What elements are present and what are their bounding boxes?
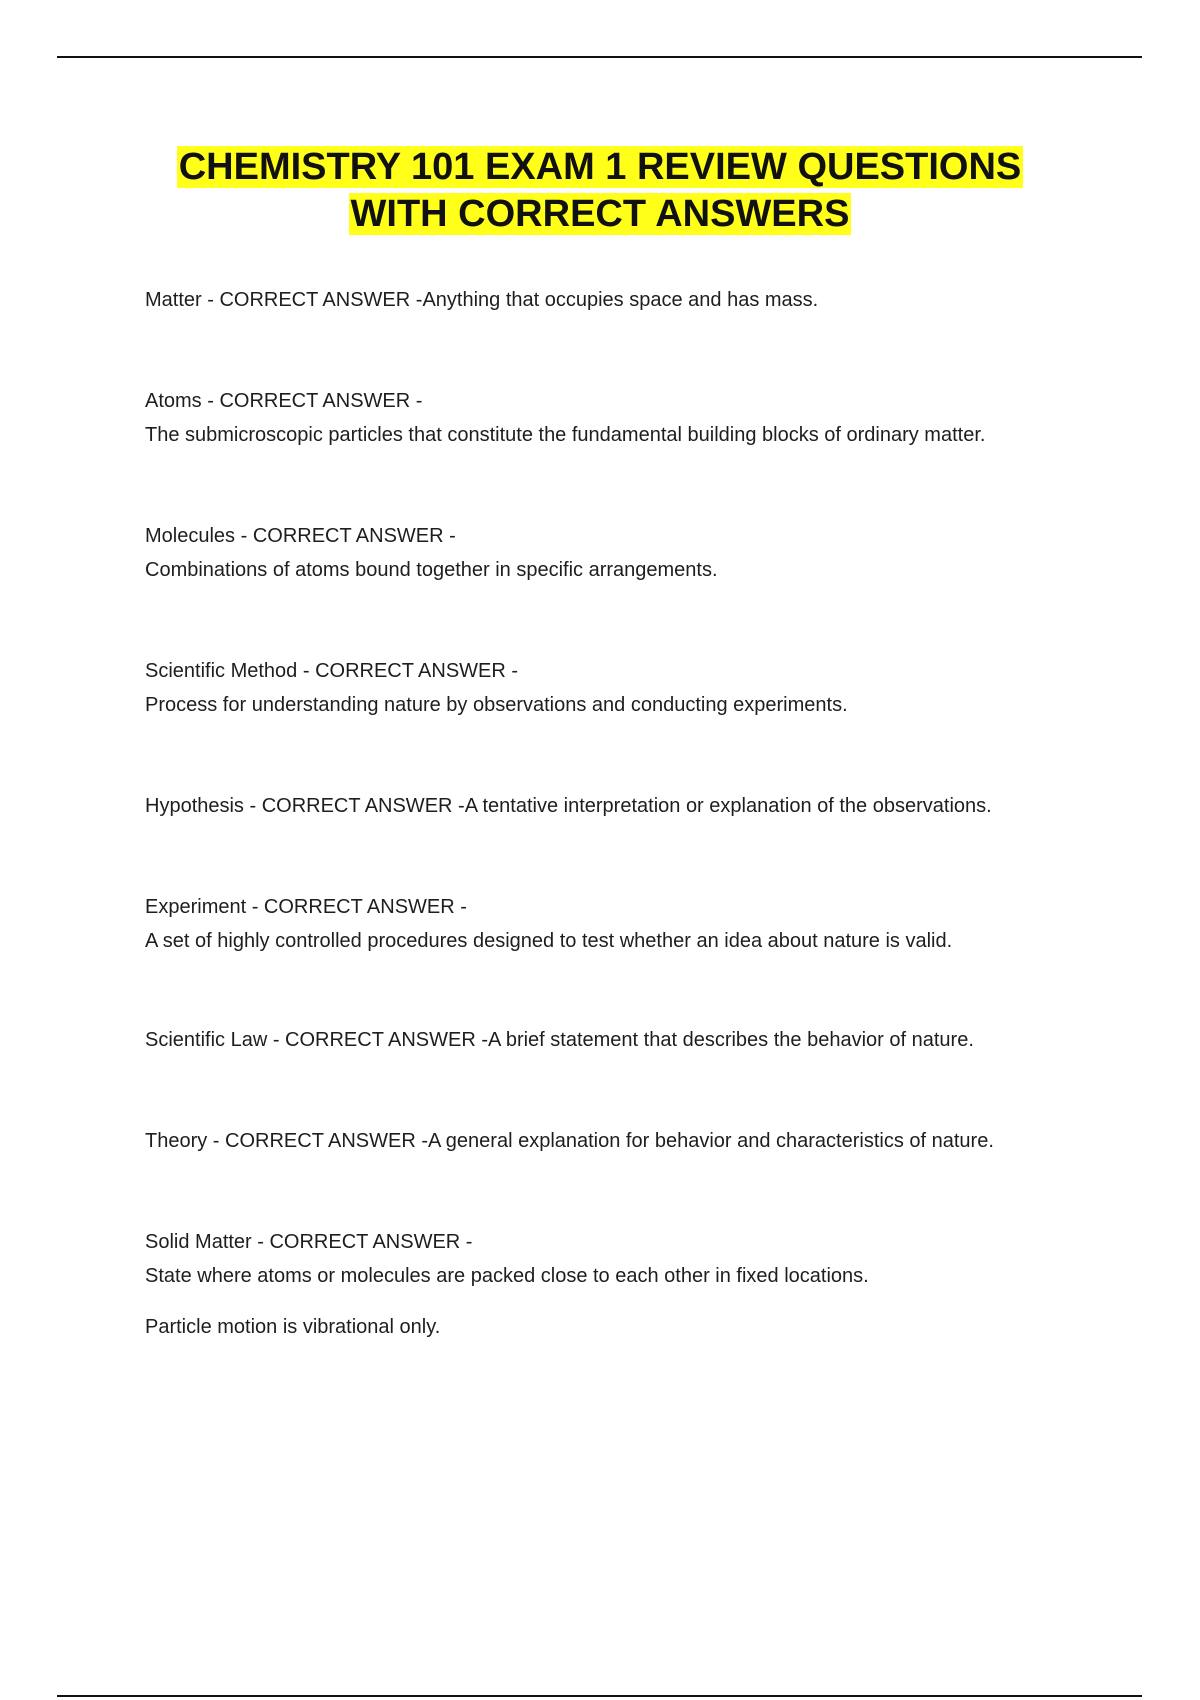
qa-definition: A general explanation for behavior and characteristics of nature. [428, 1130, 994, 1152]
qa-definition: Combinations of atoms bound together in specific arrangements. [145, 559, 718, 581]
title-line-1: CHEMISTRY 101 EXAM 1 REVIEW QUESTIONS [178, 146, 1022, 188]
footer-rule [57, 1695, 1142, 1697]
qa-definition: A tentative interpretation or explanation of the observations. [464, 795, 992, 817]
qa-term: Molecules - CORRECT ANSWER - [145, 525, 456, 547]
qa-entry-hypothesis [145, 789, 992, 823]
title-line-2: WITH CORRECT ANSWERS [350, 193, 850, 235]
qa-definition: Process for understanding nature by observations and conducting experiments. [145, 694, 848, 716]
qa-entry-scientific-law [145, 1023, 974, 1057]
qa-term: Experiment - CORRECT ANSWER - [145, 896, 467, 918]
qa-term: Hypothesis - CORRECT ANSWER - [145, 795, 465, 817]
qa-entry-theory [145, 1124, 994, 1158]
qa-term: Scientific Law - CORRECT ANSWER - [145, 1029, 489, 1051]
qa-entry-scientific-method [145, 654, 848, 722]
qa-definition: A brief statement that describes the behavior of nature. [488, 1029, 974, 1051]
qa-term: Theory - CORRECT ANSWER - [145, 1130, 428, 1152]
qa-definition: A set of highly controlled procedures designed to test whether an idea about nature is valid. [145, 930, 953, 952]
qa-term: Solid Matter - CORRECT ANSWER - [145, 1231, 473, 1253]
qa-definition: The submicroscopic particles that constitute the fundamental building blocks of ordinary matter. [145, 424, 986, 446]
qa-definition: Anything that occupies space and has mass. [422, 289, 819, 311]
qa-entry-experiment [145, 890, 952, 958]
qa-term: Matter - CORRECT ANSWER - [145, 289, 423, 311]
document-title [0, 144, 1200, 238]
qa-extra-note: Particle motion is vibrational only. [145, 1316, 441, 1338]
qa-definition: State where atoms or molecules are packed close to each other in fixed locations. [145, 1265, 869, 1287]
header-rule [57, 56, 1142, 58]
qa-term: Scientific Method - CORRECT ANSWER - [145, 660, 519, 682]
qa-entry-matter [145, 283, 818, 317]
qa-entry-molecules [145, 519, 718, 587]
qa-entry-atoms [145, 384, 985, 452]
qa-entry-solid-matter [145, 1225, 869, 1293]
qa-term: Atoms - CORRECT ANSWER - [145, 390, 423, 412]
